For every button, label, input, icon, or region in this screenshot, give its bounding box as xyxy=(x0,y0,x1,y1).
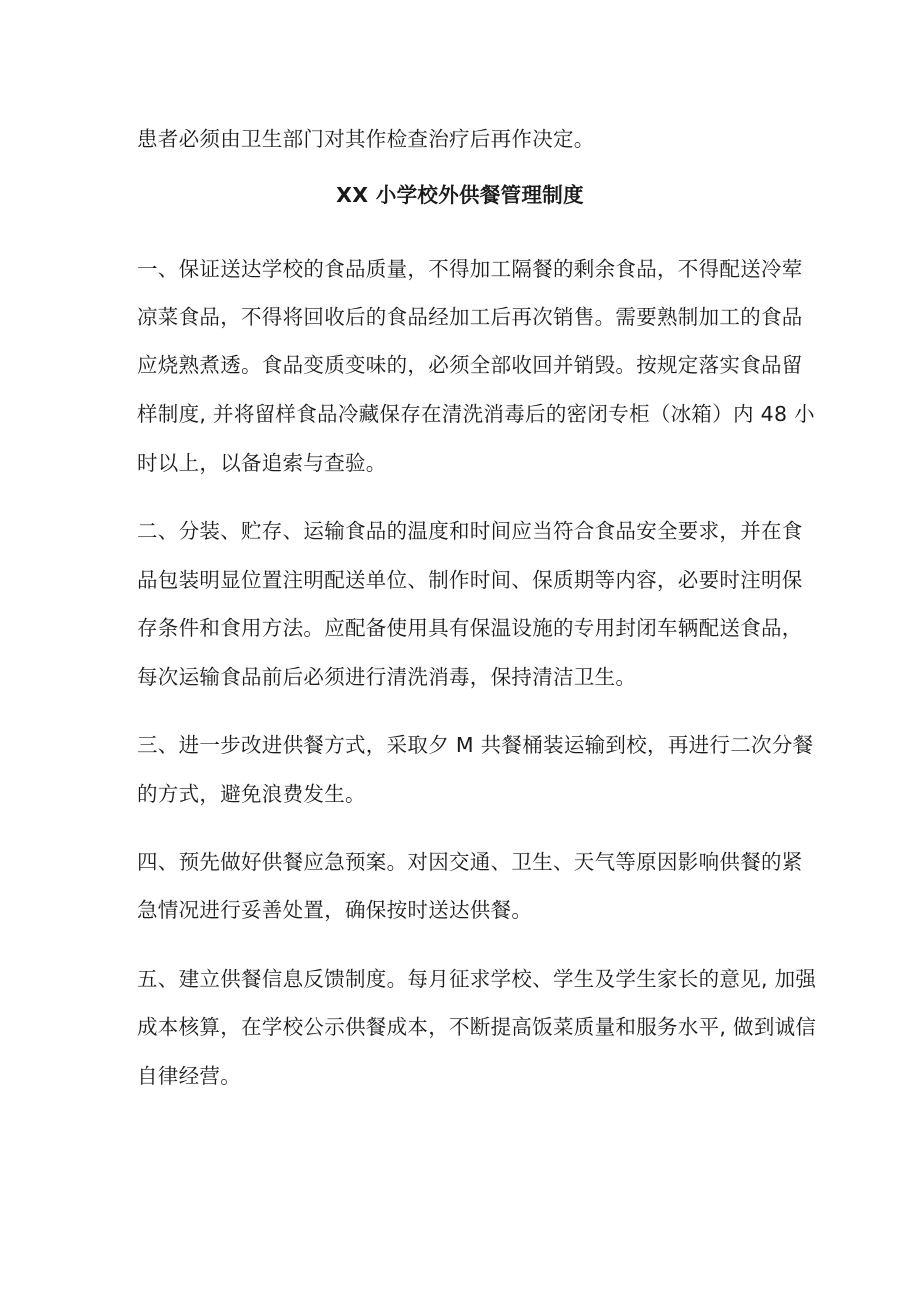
section-5-line-2: 成本核算，在学校公示供餐成本，不断提高饭菜质量和服务水平, 做到诚信 xyxy=(137,1015,817,1039)
intro-line: 患者必须由卫生部门对其作检查治疗后再作决定。 xyxy=(137,127,595,151)
section-3-line-1: 三、进一步改进供餐方式，采取夕 M 共餐桶装运输到校，再进行二次分餐 xyxy=(137,733,814,757)
section-4-line-1: 四、预先做好供餐应急预案。对因交通、卫生、天气等原因影响供餐的紧 xyxy=(137,850,803,874)
section-1-line-3: 应烧熟煮透。食品变质变味的，必须全部收回并销毁。按规定落实食品留 xyxy=(137,353,803,377)
section-5-line-1: 五、建立供餐信息反馈制度。每月征求学校、学生及学生家长的意见, 加强 xyxy=(137,967,817,991)
document-title: XX 小学校外供餐管理制度 xyxy=(336,183,584,207)
section-3-line-2: 的方式，避免浪费发生。 xyxy=(137,782,366,806)
section-2-line-1: 二、分装、贮存、运输食品的温度和时间应当符合食品安全要求，并在食 xyxy=(137,519,803,543)
section-2-line-4: 每次运输食品前后必须进行清洗消毒，保持清洁卫生。 xyxy=(137,665,637,689)
section-1-line-4: 样制度, 并将留样食品冷藏保存在清洗消毒后的密闭专柜（冰箱）内 48 小 xyxy=(137,402,815,426)
section-1-line-2: 凉菜食品，不得将回收后的食品经加工后再次销售。需要熟制加工的食品 xyxy=(137,305,803,329)
section-2-line-2: 品包装明显位置注明配送单位、制作时间、保质期等内容，必要时注明保 xyxy=(137,568,803,592)
section-2-line-3: 存条件和食用方法。应配备使用具有保温设施的专用封闭车辆配送食品， xyxy=(137,616,803,640)
section-4-line-2: 急情况进行妥善处置，确保按时送达供餐。 xyxy=(137,898,533,922)
section-5-line-3: 自律经营。 xyxy=(137,1064,241,1088)
section-1-line-1: 一、保证送达学校的食品质量，不得加工隔餐的剩余食品，不得配送冷荤 xyxy=(137,257,803,281)
section-1-line-5: 时以上，以备追索与查验。 xyxy=(137,451,387,475)
